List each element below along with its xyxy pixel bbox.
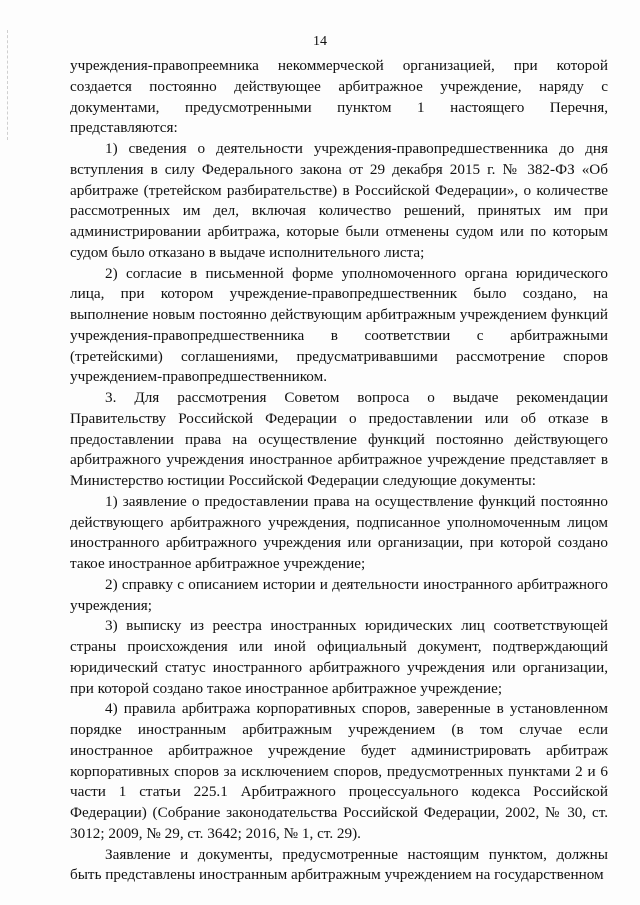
paragraph-item-1-predecessor-info: 1) сведения о деятельности учреждения-правопредшественника до дня вступления в силу Федерального закона от 29 декабря 2015 г. № 382-ФЗ «Об арбитраже (третейском разбирательстве) в Российской Федерации», о количестве рассмотренных им дел, включая количество решений, принятых им при администрировании арбитража, которые были отменены судом или по которым судом было отказано в выдаче исполнительного листа; (70, 140, 608, 261)
paragraph-item-4-rules: 4) правила арбитража корпоративных споров, заверенные в установленном порядке иностранным арбитражным учреждением (в том случае если иностранное арбитражное учреждение будет администрировать арбитраж корпоративных споров за исключением споров, предусмотренных пунктами 2 и 6 части 1 статьи 225.1 Арбитражного процессуального кодекса Российской Федерации) (Собрание законодательства Российской Федерации, 2002, № 30, ст. 3012; 2009, № 29, ст. 3642; 2016, № 1, ст. 29). (70, 700, 608, 842)
paragraph-submission: Заявление и документы, предусмотренные настоящим пунктом, должны быть представлены иностранным арбитражным учреждением на государственном (70, 845, 608, 884)
paragraph-item-3-registry-extract: 3) выписку из реестра иностранных юридических лиц соответствующей страны происхождения или иной официальный документ, подтверждающий юридический статус иностранного арбитражного учреждения или организации, при которой создано такое иностранное арбитражное учреждение; (70, 617, 608, 697)
paragraph-continuation: учреждения-правопреемника некоммерческой организацией, при которой создается постоянно действующее арбитражное учреждение, наряду с документами, предусмотренными пунктом 1 настоящего Перечня, представляются: (70, 57, 608, 137)
paragraph-item-2-consent: 2) согласие в письменной форме уполномоченного органа юридического лица, при котором учреждение-правопредшественник было создано, на выполнение новым постоянно действующим арбитражным учреждением функций учреждения-правопредшественника в соответствии с арбитражными (третейскими) соглашениями, предусматривавшими рассмотрение споров учреждением-правопредшественником. (70, 264, 608, 386)
page-number: 14 (313, 34, 327, 49)
paragraph-section-3: 3. Для рассмотрения Советом вопроса о выдаче рекомендации Правительству Российской Федерации о предоставлении или об отказе в предоставлении права на осуществление функций постоянно действующего арбитражного учреждения иностранное арбитражное учреждение представляет в Министерство юстиции Российской Федерации следующие документы: (70, 389, 608, 489)
paragraph-item-2-history: 2) справку с описанием истории и деятельности иностранного арбитражного учреждения; (70, 575, 608, 614)
paragraph-item-1-application: 1) заявление о предоставлении права на осуществление функций постоянно действующего арбитражного учреждения, подписанное уполномоченным лицом иностранного арбитражного учреждения или организации, при которой создано такое иностранное арбитражное учреждение; (70, 492, 608, 572)
document-body (70, 56, 608, 886)
